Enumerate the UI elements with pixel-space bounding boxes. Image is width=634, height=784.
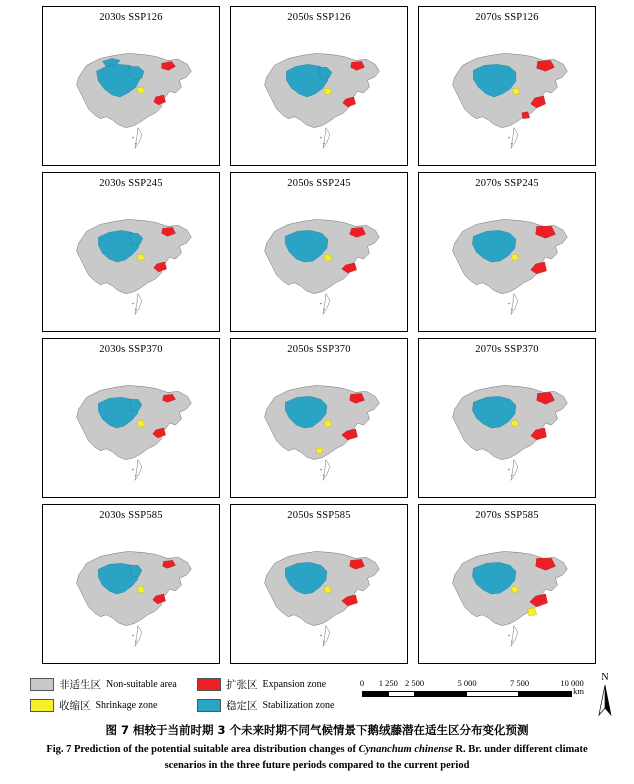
scale-tick: 10 000 [560, 678, 584, 688]
china-map [43, 25, 219, 165]
legend-label-zh: 稳定区 [226, 700, 258, 712]
china-map [419, 357, 595, 497]
legend-swatch-shrinkage [30, 699, 54, 712]
china-map [419, 25, 595, 165]
map-panel [230, 6, 408, 166]
legend-swatch-expansion [197, 678, 221, 691]
panel-title: 2030s SSP245 [99, 178, 163, 189]
china-map [43, 357, 219, 497]
scale-bar [359, 678, 584, 697]
china-map [419, 191, 595, 331]
legend-item-expansion [197, 677, 364, 692]
north-arrow-icon [592, 683, 618, 717]
panel-title: 2050s SSP245 [287, 178, 351, 189]
china-map [43, 191, 219, 331]
china-map [43, 523, 219, 663]
legend-label-zh: 收缩区 [59, 700, 91, 712]
panel-title: 2070s SSP370 [475, 344, 539, 355]
panel-title: 2030s SSP126 [99, 12, 163, 23]
legend-row [30, 674, 364, 695]
legend-label-en: Non-suitable area [106, 679, 177, 690]
map-panel [418, 6, 596, 166]
legend-swatch-stabilization [197, 699, 221, 712]
china-map [419, 523, 595, 663]
legend-label-zh: 扩张区 [226, 679, 258, 691]
map-panel [42, 6, 220, 166]
scale-bar-labels [359, 678, 584, 690]
map-panel [42, 172, 220, 332]
panel-title: 2070s SSP126 [475, 12, 539, 23]
panel-title: 2050s SSP126 [287, 12, 351, 23]
scale-tick: 5 000 [457, 678, 477, 688]
figure-caption-en [10, 742, 624, 774]
caption-en-part2: R. Br. under different climate [452, 744, 588, 755]
scale-bar-graphic [362, 691, 572, 697]
china-map [231, 191, 407, 331]
panel-title: 2030s SSP370 [99, 344, 163, 355]
caption-en-part1: Fig. 7 Prediction of the potential suitable area distribution changes of [46, 744, 359, 755]
map-panel [418, 172, 596, 332]
legend-label-zh: 非适生区 [59, 679, 101, 691]
legend-swatch-non-suitable [30, 678, 54, 691]
panel-title: 2030s SSP585 [99, 510, 163, 521]
caption-en-line2: scenarios in the three future periods compared to the current period [164, 760, 470, 771]
legend-item-non-suitable [30, 677, 197, 692]
china-map [231, 25, 407, 165]
scale-tick: 7 500 [509, 678, 530, 688]
legend-label-en: Shrinkage zone [95, 700, 158, 711]
map-panel [230, 338, 408, 498]
legend-item-shrinkage [30, 698, 197, 713]
map-panel [42, 504, 220, 664]
panel-title: 2050s SSP370 [287, 344, 351, 355]
map-panel [42, 338, 220, 498]
map-panel-grid [42, 6, 598, 664]
scale-unit: km [573, 686, 584, 696]
panel-title: 2070s SSP245 [475, 178, 539, 189]
north-arrow-label: N [601, 672, 609, 683]
map-panel [418, 504, 596, 664]
scale-tick: 0 [359, 678, 365, 688]
caption-en-species: Cynanchum chinense [358, 744, 453, 755]
figure-caption-zh: 图 7 相较于当前时期 3 个未来时期不同气候情景下鹅绒藤潜在适生区分布变化预测 [105, 723, 529, 737]
legend-label-en: Stabilization zone [262, 700, 335, 711]
panel-title: 2070s SSP585 [475, 510, 539, 521]
china-map [231, 523, 407, 663]
legend-label-en: Expansion zone [262, 679, 327, 690]
map-legend [30, 674, 364, 720]
scale-tick: 1 250 [378, 678, 398, 688]
legend-row [30, 695, 364, 716]
legend-item-stabilization [197, 698, 364, 713]
scale-tick: 2 500 [404, 678, 425, 688]
panel-title: 2050s SSP585 [287, 510, 351, 521]
map-panel [418, 338, 596, 498]
china-map [231, 357, 407, 497]
map-panel [230, 504, 408, 664]
map-panel [230, 172, 408, 332]
north-arrow [592, 672, 618, 722]
